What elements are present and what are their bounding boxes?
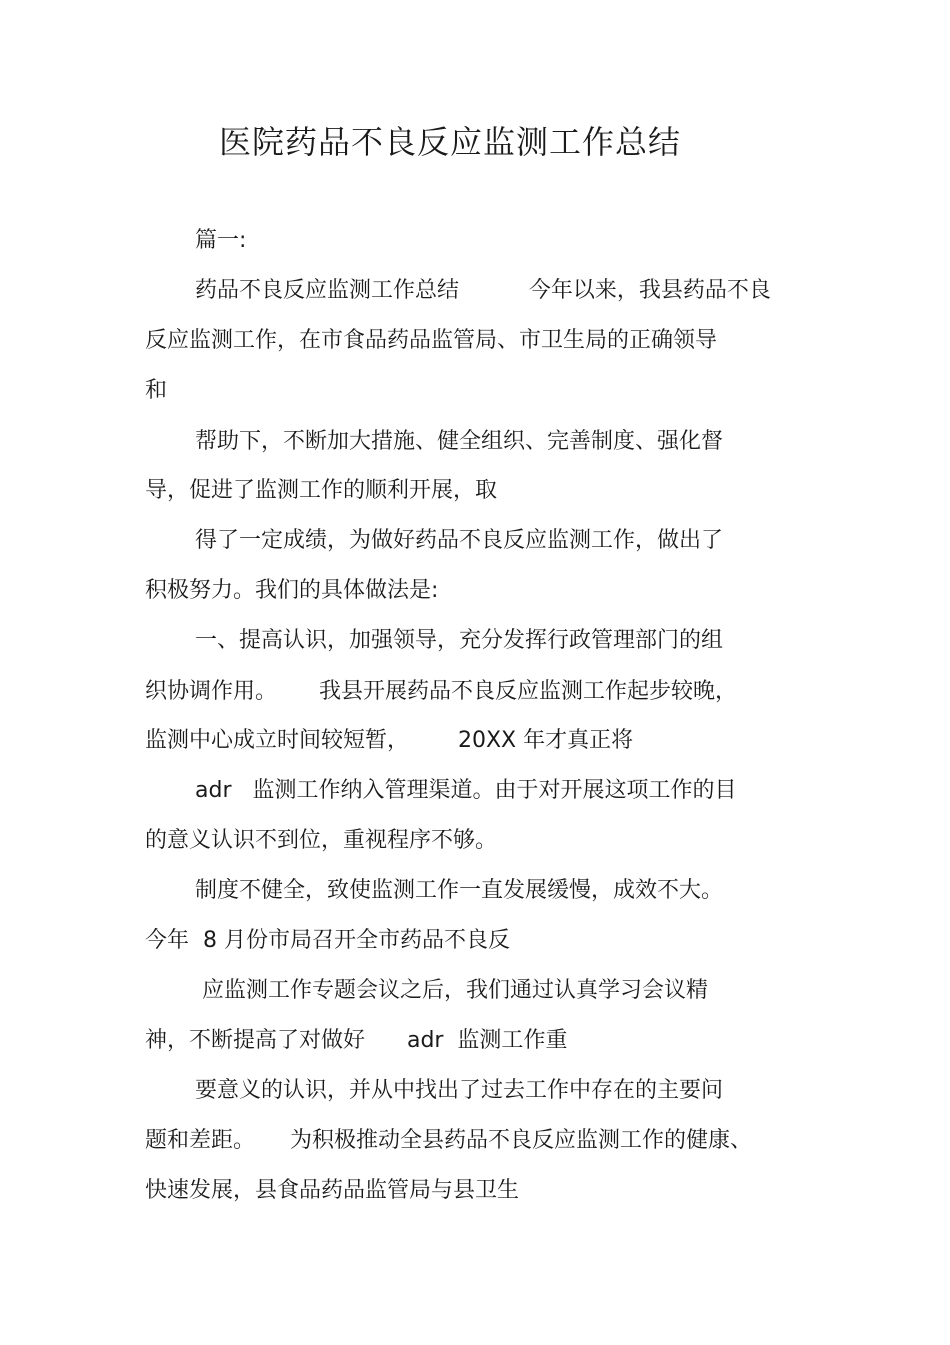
document-title: 医院药品不良反应监测工作总结 bbox=[218, 123, 681, 161]
paragraph-line: 神，不断提高了对做好 adr 监测工作重 bbox=[145, 1028, 568, 1053]
paragraph-line: 题和差距。 为积极推动全县药品不良反应监测工作的健康、 bbox=[145, 1128, 752, 1153]
paragraph-line: 和 bbox=[145, 378, 168, 403]
paragraph-line: 得了一定成绩，为做好药品不良反应监测工作，做出了 bbox=[195, 528, 724, 553]
paragraph-line: 的意义认识不到位，重视程序不够。 bbox=[145, 828, 498, 853]
paragraph-line: 织协调作用。 我县开展药品不良反应监测工作起步较晚， bbox=[145, 679, 737, 704]
paragraph-line: 一、提高认识，加强领导，充分发挥行政管理部门的组 bbox=[195, 628, 724, 653]
paragraph-line: 应监测工作专题会议之后，我们通过认真学习会议精 bbox=[195, 978, 708, 1003]
paragraph-line: 制度不健全，致使监测工作一直发展缓慢，成效不大。 bbox=[195, 878, 724, 903]
paragraph-line: 监测中心成立时间较短暂， 20XX 年才真正将 bbox=[145, 728, 634, 753]
paragraph-line: 今年 8 月份市局召开全市药品不良反 bbox=[145, 928, 510, 953]
paragraph-line: 反应监测工作，在市食品药品监管局、市卫生局的正确领导 bbox=[145, 328, 718, 353]
paragraph-line: 导，促进了监测工作的顺利开展，取 bbox=[145, 478, 498, 503]
paragraph-line: adr 监测工作纳入管理渠道。由于对开展这项工作的目 bbox=[195, 778, 737, 803]
paragraph-line: 帮助下，不断加大措施、健全组织、完善制度、强化督 bbox=[195, 429, 724, 454]
paragraph-line: 药品不良反应监测工作总结 今年以来，我县药品不良 bbox=[195, 278, 771, 303]
paragraph-line: 快速发展，县食品药品监管局与县卫生 bbox=[145, 1178, 520, 1203]
section-heading: 篇一: bbox=[195, 228, 247, 253]
paragraph-line: 积极努力。我们的具体做法是: bbox=[145, 578, 439, 603]
paragraph-line: 要意义的认识，并从中找出了过去工作中存在的主要问 bbox=[195, 1078, 724, 1103]
